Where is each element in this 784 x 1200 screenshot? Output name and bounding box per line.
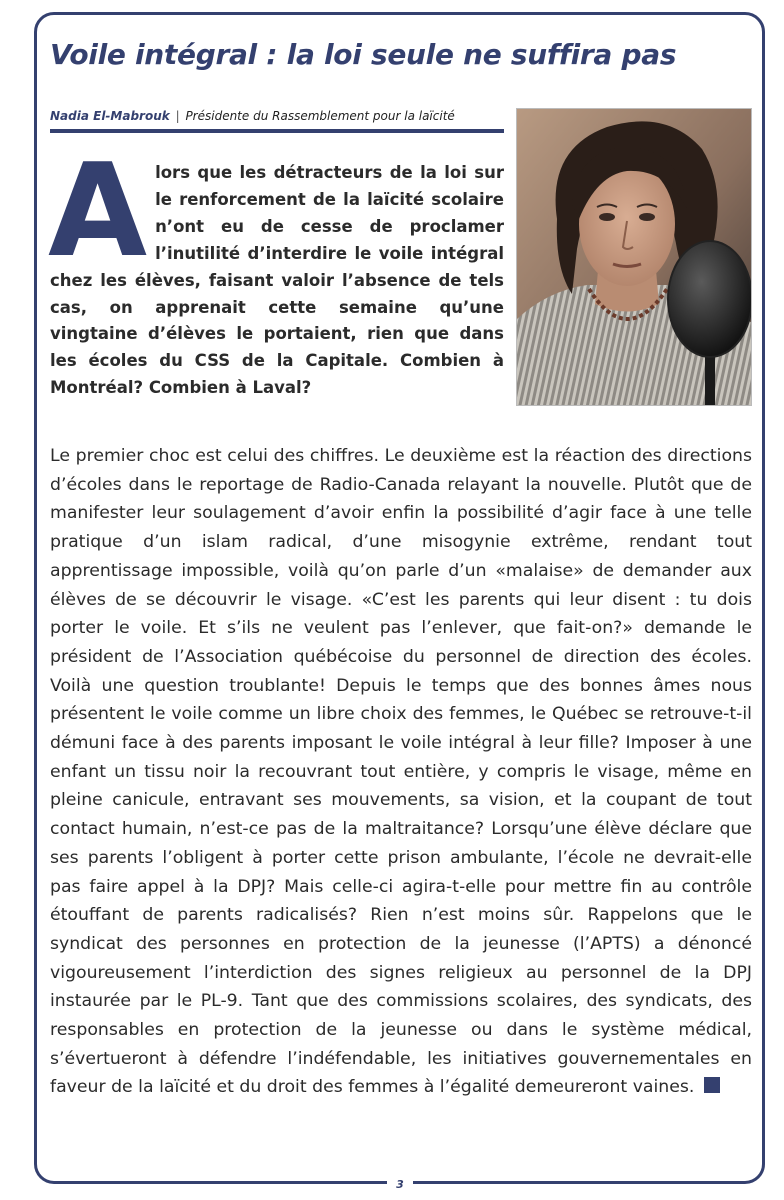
drop-cap: A — [48, 137, 148, 286]
end-mark-icon — [704, 1077, 720, 1093]
byline — [50, 109, 455, 123]
author-photo — [516, 108, 752, 406]
page-number: 3 — [387, 1176, 413, 1196]
body-paragraph — [50, 442, 752, 1102]
lead-text: lors que les détracteurs de la loi sur le renforcement de la laïcité scolaire n’ont eu de cesse de proclamer l’inutilité d’interdire le voile intégral chez les élèves, faisant valoir l’absence de tels cas, on apprenait cette semaine qu’une vingtaine d’élèves le portaient, rien que dans les écoles du CSS de la Capitale. Combien à Montréal? Combien à Laval? — [50, 163, 504, 398]
byline-rule — [50, 129, 504, 133]
article-title: Voile intégral : la loi seule ne suffira pas — [50, 38, 677, 71]
author-name: Nadia El-Mabrouk — [50, 109, 170, 123]
author-role: Présidente du Rassemblement pour la laïcité — [185, 109, 455, 123]
lead-paragraph — [48, 137, 504, 402]
body-text: Le premier choc est celui des chiffres. Le deuxième est la réaction des directions d’écoles dans le reportage de Radio-Canada relayant la nouvelle. Plutôt que de manifester leur soulagement d’avoir enfin la possibilité d’agir face à une telle pratique d’un islam radical, d’une misogynie extrême, rendant tout apprentissage impossible, voilà qu’on parle d’un «malaise» de demander aux élèves de se découvrir le visage. «C’est les parents qui leur disent : tu dois porter le voile. Et s’ils ne veulent pas l’enlever, que fait-on?» demande le président de l’Association québécoise du personnel de direction des écoles. Voilà une question troublante! Depuis le temps que des bonnes âmes nous présentent le voile comme un libre choix des femmes, le Québec se retrouve-t-il démuni face à des parents imposant le voile intégral à leur fille? Imposer à une enfant un tissu noir la recouvrant tout entière, y compris le visage, même en pleine canicule, entravant ses mouvements, sa vision, et la coupant de tout contact humain, n’est-ce pas de la maltraitance? Lorsqu’une élève déclare que ses parents l’obligent à porter cette prison ambulante, l’école ne devrait-elle pas faire appel à la DPJ? Mais celle-ci agira-t-elle pour mettre fin au contrôle étouffant de parents radicalisés? Rien n’est moins sûr. Rappelons que le syndicat des personnes en protection de la jeunesse (l’APTS) a dénoncé vigoureusement l’interdiction des signes religieux au personnel de la DPJ instaurée par le PL-9. Tant que des commissions scolaires, des syndicats, des responsables en protection de la jeunesse ou dans le système médical, s’évertueront à défendre l’indéfendable, les initiatives gouvernementales en faveur de la laïcité et du droit des femmes à l’égalité demeureront vaines. — [50, 446, 752, 1098]
byline-separator: | — [175, 109, 180, 123]
